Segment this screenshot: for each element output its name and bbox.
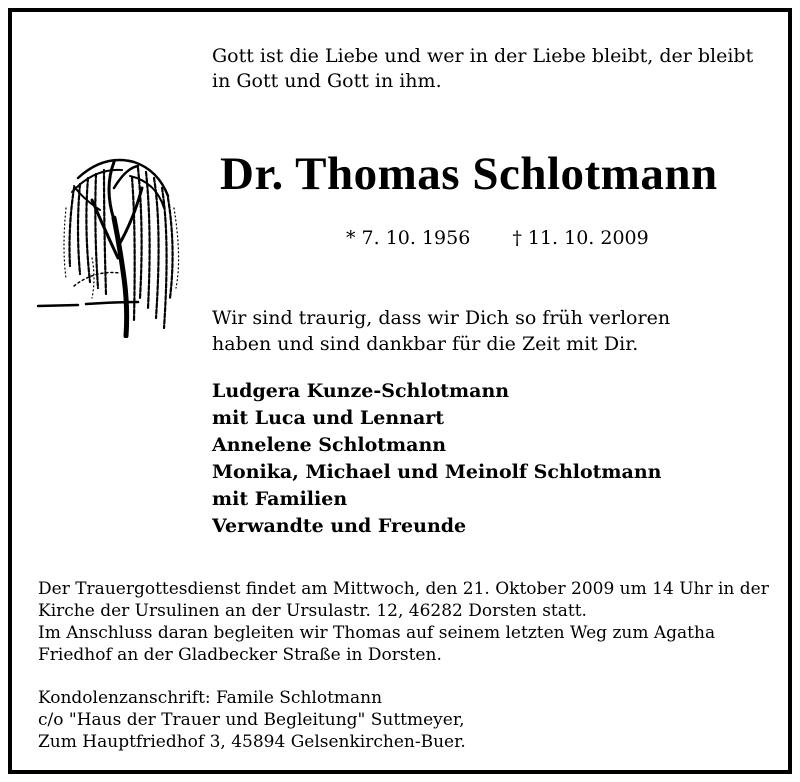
service-line: Der Trauergottesdienst findet am Mittwoch, den 21. Oktober 2009 um 14 Uhr in der <box>38 579 769 599</box>
address-line: Zum Hauptfriedhof 3, 45894 Gelsenkirchen-Buer. <box>38 732 466 752</box>
funeral-service-info <box>38 578 769 666</box>
life-dates <box>346 227 649 249</box>
obituary-notice <box>8 8 792 774</box>
mourner-line: Annelene Schlotmann <box>212 434 447 456</box>
sorrow-line: haben und sind dankbar für die Zeit mit Dir. <box>212 333 639 355</box>
sorrow-line: Wir sind traurig, dass wir Dich so früh verloren <box>212 307 671 329</box>
service-line: Im Anschluss daran begleiten wir Thomas auf seinem letzten Weg zum Agatha <box>38 623 716 643</box>
verse-line: in Gott und Gott in ihm. <box>212 70 442 92</box>
death-date: † 11. 10. 2009 <box>512 227 649 249</box>
condolence-address <box>38 687 466 753</box>
bible-verse <box>212 44 753 94</box>
service-line: Kirche der Ursulinen an der Ursulastr. 12, 46282 Dorsten statt. <box>38 601 587 621</box>
mourner-line: mit Luca und Lennart <box>212 407 445 429</box>
birth-date: * 7. 10. 1956 <box>346 227 471 249</box>
mourner-line: Verwandte und Freunde <box>212 515 467 537</box>
address-line: c/o "Haus der Trauer und Begleitung" Suttmeyer, <box>38 710 465 730</box>
weeping-willow-icon <box>34 148 194 338</box>
verse-line: Gott ist die Liebe und wer in der Liebe bleibt, der bleibt <box>212 45 754 67</box>
mourner-line: mit Familien <box>212 488 348 510</box>
mourners-list <box>212 378 661 540</box>
deceased-name: Dr. Thomas Schlotmann <box>220 148 718 200</box>
mourner-line: Ludgera Kunze-Schlotmann <box>212 380 510 402</box>
service-line: Friedhof an der Gladbecker Straße in Dorsten. <box>38 645 442 665</box>
mourner-line: Monika, Michael und Meinolf Schlotmann <box>212 461 662 483</box>
sorrow-text <box>212 305 670 357</box>
address-line: Kondolenzanschrift: Famile Schlotmann <box>38 688 383 708</box>
